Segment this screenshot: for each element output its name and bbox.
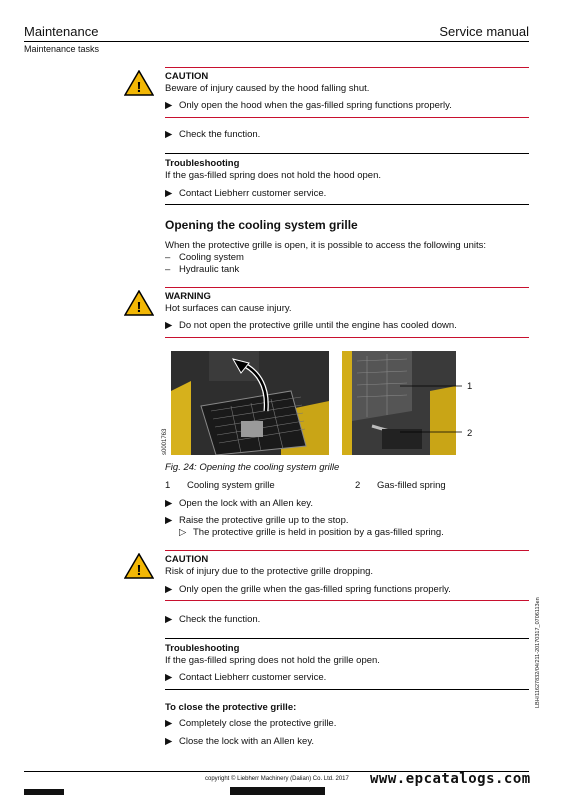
caution-rule (165, 550, 529, 551)
svg-text:!: ! (136, 299, 142, 316)
footer-copyright: copyright © Liebherr Machinery (Dalian) Co. Ltd. 2017 (205, 776, 349, 782)
header-divider (24, 41, 529, 42)
figure-caption: Fig. 24: Opening the cooling system grille (165, 462, 340, 473)
document-code: LBH/11627832/04/211-20170317_0706113en (535, 597, 541, 708)
caution-title: CAUTION (165, 554, 209, 565)
procedure-step: ▶ Close the lock with an Allen key. (165, 736, 315, 747)
right-arrow-icon: ▶ (165, 498, 173, 509)
figure-callout-2: 2 (467, 428, 473, 439)
warning-text: Hot surfaces can cause injury. (165, 303, 292, 314)
figure-code: s0001763 (162, 428, 168, 455)
legend-num: 1 (165, 480, 171, 491)
unit-list-item: – Hydraulic tank (165, 264, 240, 275)
right-arrow-icon: ▶ (165, 515, 173, 526)
procedure-step: ▶ Raise the protective grille up to the stop. (165, 515, 349, 526)
legend-num: 2 (355, 480, 361, 491)
troubleshooting-rule-end (165, 689, 529, 690)
header-subtitle: Maintenance tasks (24, 44, 100, 54)
troubleshooting-rule (165, 638, 529, 639)
warning-triangle-icon (124, 290, 154, 316)
caution-text: Beware of injury caused by the hood falling shut. (165, 83, 370, 94)
right-arrow-icon: ▶ (165, 614, 173, 625)
right-arrow-icon: ▶ (165, 736, 173, 747)
troubleshooting-text: If the gas-filled spring does not hold the grille open. (165, 655, 380, 666)
figure-callout-lines (400, 380, 473, 440)
header-manual-title: Service manual (439, 24, 529, 39)
svg-text:!: ! (136, 79, 142, 96)
check-step: ▶ Check the function. (165, 614, 261, 625)
section-title: Opening the cooling system grille (165, 218, 358, 232)
troubleshooting-step: ▶ Contact Liebherr customer service. (165, 672, 327, 683)
grille-photo-left (171, 351, 329, 455)
section-intro: When the protective grille is open, it is possible to access the following units: (165, 240, 487, 251)
procedure-step: ▶ Open the lock with an Allen key. (165, 498, 313, 509)
right-arrow-icon: ▶ (165, 129, 173, 140)
close-procedure-title: To close the protective grille: (165, 702, 297, 713)
right-arrow-icon: ▶ (165, 100, 173, 111)
right-arrow-icon: ▶ (165, 718, 173, 729)
legend-label: Gas-filled spring (377, 480, 446, 491)
unit-list-item: – Cooling system (165, 252, 244, 263)
warning-title: WARNING (165, 291, 211, 302)
check-step: ▶ Check the function. (165, 129, 261, 140)
warning-step: ▶ Do not open the protective grille until the engine has cooled down. (165, 320, 457, 331)
troubleshooting-rule-end (165, 204, 529, 205)
result-arrow-icon: ▷ (179, 527, 187, 538)
right-arrow-icon: ▶ (165, 320, 173, 331)
right-arrow-icon: ▶ (165, 672, 173, 683)
caution-step: ▶ Only open the grille when the gas-filled spring functions properly. (165, 584, 451, 595)
caution-rule (165, 67, 529, 68)
brand-logo-partial (230, 787, 325, 795)
caution-rule-end (165, 117, 529, 118)
figure-callout-1: 1 (467, 381, 473, 392)
right-arrow-icon: ▶ (165, 584, 173, 595)
troubleshooting-title: Troubleshooting (165, 158, 240, 169)
warning-rule (165, 287, 529, 288)
caution-rule-end (165, 600, 529, 601)
caution-text: Risk of injury due to the protective grille dropping. (165, 566, 374, 577)
troubleshooting-text: If the gas-filled spring does not hold the hood open. (165, 170, 382, 181)
troubleshooting-title: Troubleshooting (165, 643, 240, 654)
warning-triangle-icon (124, 70, 154, 96)
legend-label: Cooling system grille (187, 480, 275, 491)
caution-title: CAUTION (165, 71, 209, 82)
procedure-result: ▷ The protective grille is held in position by a gas-filled spring. (179, 527, 444, 538)
warning-triangle-icon (124, 553, 154, 579)
troubleshooting-rule (165, 153, 529, 154)
troubleshooting-step: ▶ Contact Liebherr customer service. (165, 188, 327, 199)
procedure-step: ▶ Completely close the protective grille. (165, 718, 337, 729)
caution-step: ▶ Only open the hood when the gas-filled spring functions properly. (165, 100, 452, 111)
warning-rule-end (165, 337, 529, 338)
svg-text:!: ! (136, 562, 142, 579)
footer-watermark: www.epcatalogs.com (370, 771, 531, 787)
page-number-partial (24, 789, 64, 795)
header-section-title: Maintenance (24, 24, 99, 39)
right-arrow-icon: ▶ (165, 188, 173, 199)
